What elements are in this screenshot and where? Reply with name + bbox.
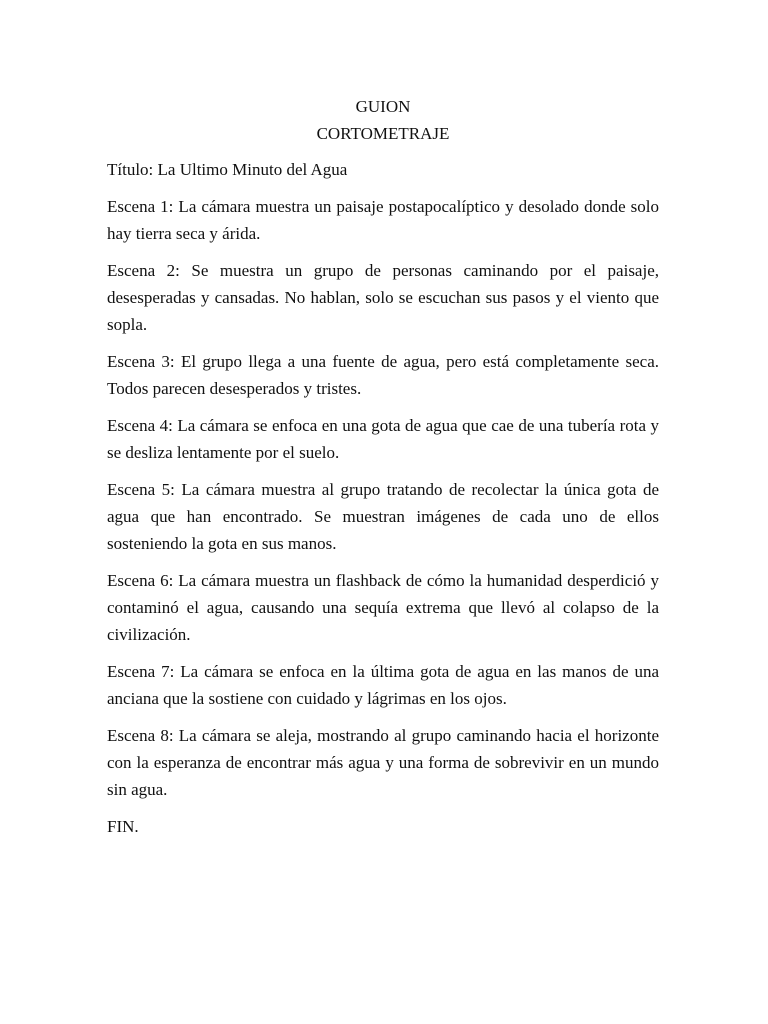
scene-8: Escena 8: La cámara se aleja, mostrando al grupo caminando hacia el horizonte con la esperanza de encontrar más agua y una forma de sobrevivir en un mundo sin agua. <box>107 726 659 799</box>
scene-1: Escena 1: La cámara muestra un paisaje postapocalíptico y desolado donde solo hay tierra seca y árida. <box>107 197 659 243</box>
scene-3: Escena 3: El grupo llega a una fuente de agua, pero está completamente seca. Todos parecen desesperados y tristes. <box>107 352 659 398</box>
heading-line-cortometraje: CORTOMETRAJE <box>316 124 450 143</box>
scene-2: Escena 2: Se muestra un grupo de personas caminando por el paisaje, desesperadas y cansadas. No hablan, solo se escuchan sus pasos y el viento que sopla. <box>107 261 659 334</box>
scene-6: Escena 6: La cámara muestra un flashback de cómo la humanidad desperdició y contaminó el agua, causando una sequía extrema que llevó al colapso de la civilización. <box>107 571 659 644</box>
heading-line-guion: GUION <box>355 97 411 116</box>
scene-5: Escena 5: La cámara muestra al grupo tratando de recolectar la única gota de agua que han encontrado. Se muestran imágenes de cada uno de ellos sosteniendo la gota en sus manos. <box>107 480 659 553</box>
scene-7: Escena 7: La cámara se enfoca en la última gota de agua en las manos de una anciana que la sostiene con cuidado y lágrimas en los ojos. <box>107 662 659 708</box>
film-title: Título: La Ultimo Minuto del Agua <box>107 160 348 179</box>
ending-text: FIN. <box>107 817 139 836</box>
scene-4: Escena 4: La cámara se enfoca en una gota de agua que cae de una tubería rota y se desliza lentamente por el suelo. <box>107 416 659 462</box>
document-heading <box>107 93 659 147</box>
